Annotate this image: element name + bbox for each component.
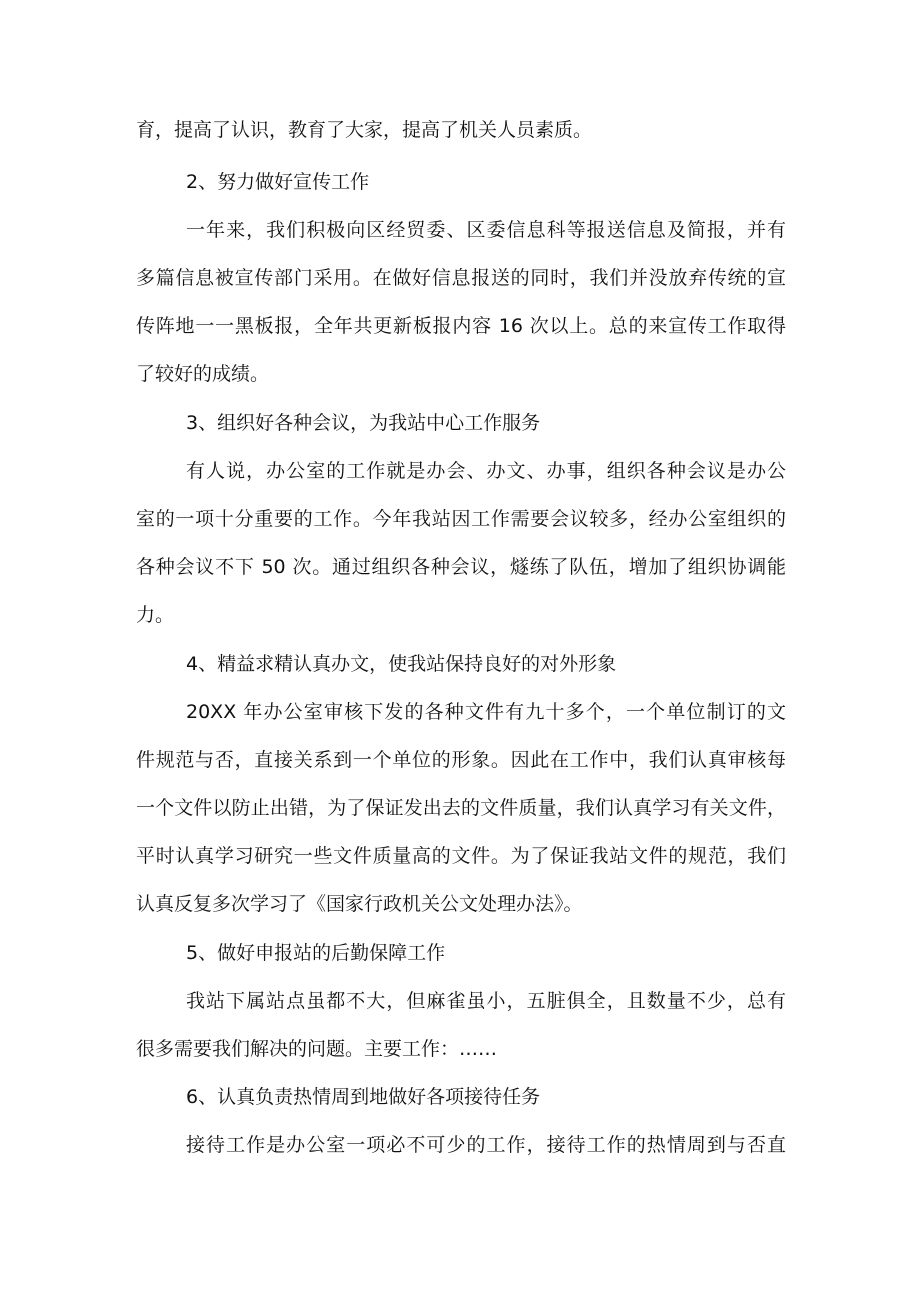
paragraph-line: 认真反复多次学习了《国家行政机关公文处理办法》。 xyxy=(136,893,583,915)
paragraph-line: 一年来，我们积极向区经贸委、区委信息科等报送信息及简报，并有 xyxy=(186,219,786,241)
section-heading-4: 4、精益求精认真办文，使我站保持良好的对外形象 xyxy=(186,653,617,675)
paragraph-line: 有人说，办公室的工作就是办会、办文、办事，组织各种会议是办公 xyxy=(186,460,786,482)
paragraph-line: 平时认真学习研究一些文件质量高的文件。为了保证我站文件的规范，我们 xyxy=(136,845,786,867)
section-heading-6: 6、认真负责热情周到地做好各项接待任务 xyxy=(186,1086,541,1108)
paragraph-line: 室的一项十分重要的工作。今年我站因工作需要会议较多，经办公室组织的 xyxy=(136,508,786,530)
paragraph-line: 一个文件以防止出错，为了保证发出去的文件质量，我们认真学习有关文件， xyxy=(136,797,786,819)
paragraph-line: 件规范与否，直接关系到一个单位的形象。因此在工作中，我们认真审核每 xyxy=(136,749,786,771)
paragraph-line: 力。 xyxy=(136,604,175,626)
paragraph-line: 传阵地一一黑板报，全年共更新板报内容 16 次以上。总的来宣传工作取得 xyxy=(136,315,786,337)
paragraph-line: 我站下属站点虽都不大，但麻雀虽小，五脏俱全，且数量不少，总有 xyxy=(186,990,786,1012)
section-heading-3: 3、组织好各种会议，为我站中心工作服务 xyxy=(186,412,541,434)
paragraph-line: 20XX 年办公室审核下发的各种文件有九十多个，一个单位制订的文 xyxy=(186,701,786,723)
paragraph-line: 了较好的成绩。 xyxy=(136,363,270,385)
paragraph-line: 很多需要我们解决的问题。主要工作：…… xyxy=(136,1038,498,1060)
section-heading-2: 2、努力做好宣传工作 xyxy=(186,171,370,193)
section-heading-5: 5、做好申报站的后勤保障工作 xyxy=(186,942,446,964)
paragraph-continuation-line: 育，提高了认识，教育了大家，提高了机关人员素质。 xyxy=(136,119,593,141)
paragraph-line: 多篇信息被宣传部门采用。在做好信息报送的同时，我们并没放弃传统的宣 xyxy=(136,267,786,289)
paragraph-line: 接待工作是办公室一项必不可少的工作，接待工作的热情周到与否直 xyxy=(186,1134,786,1156)
paragraph-line: 各种会议不下 50 次。通过组织各种会议，燧练了队伍，增加了组织协调能 xyxy=(136,556,786,578)
